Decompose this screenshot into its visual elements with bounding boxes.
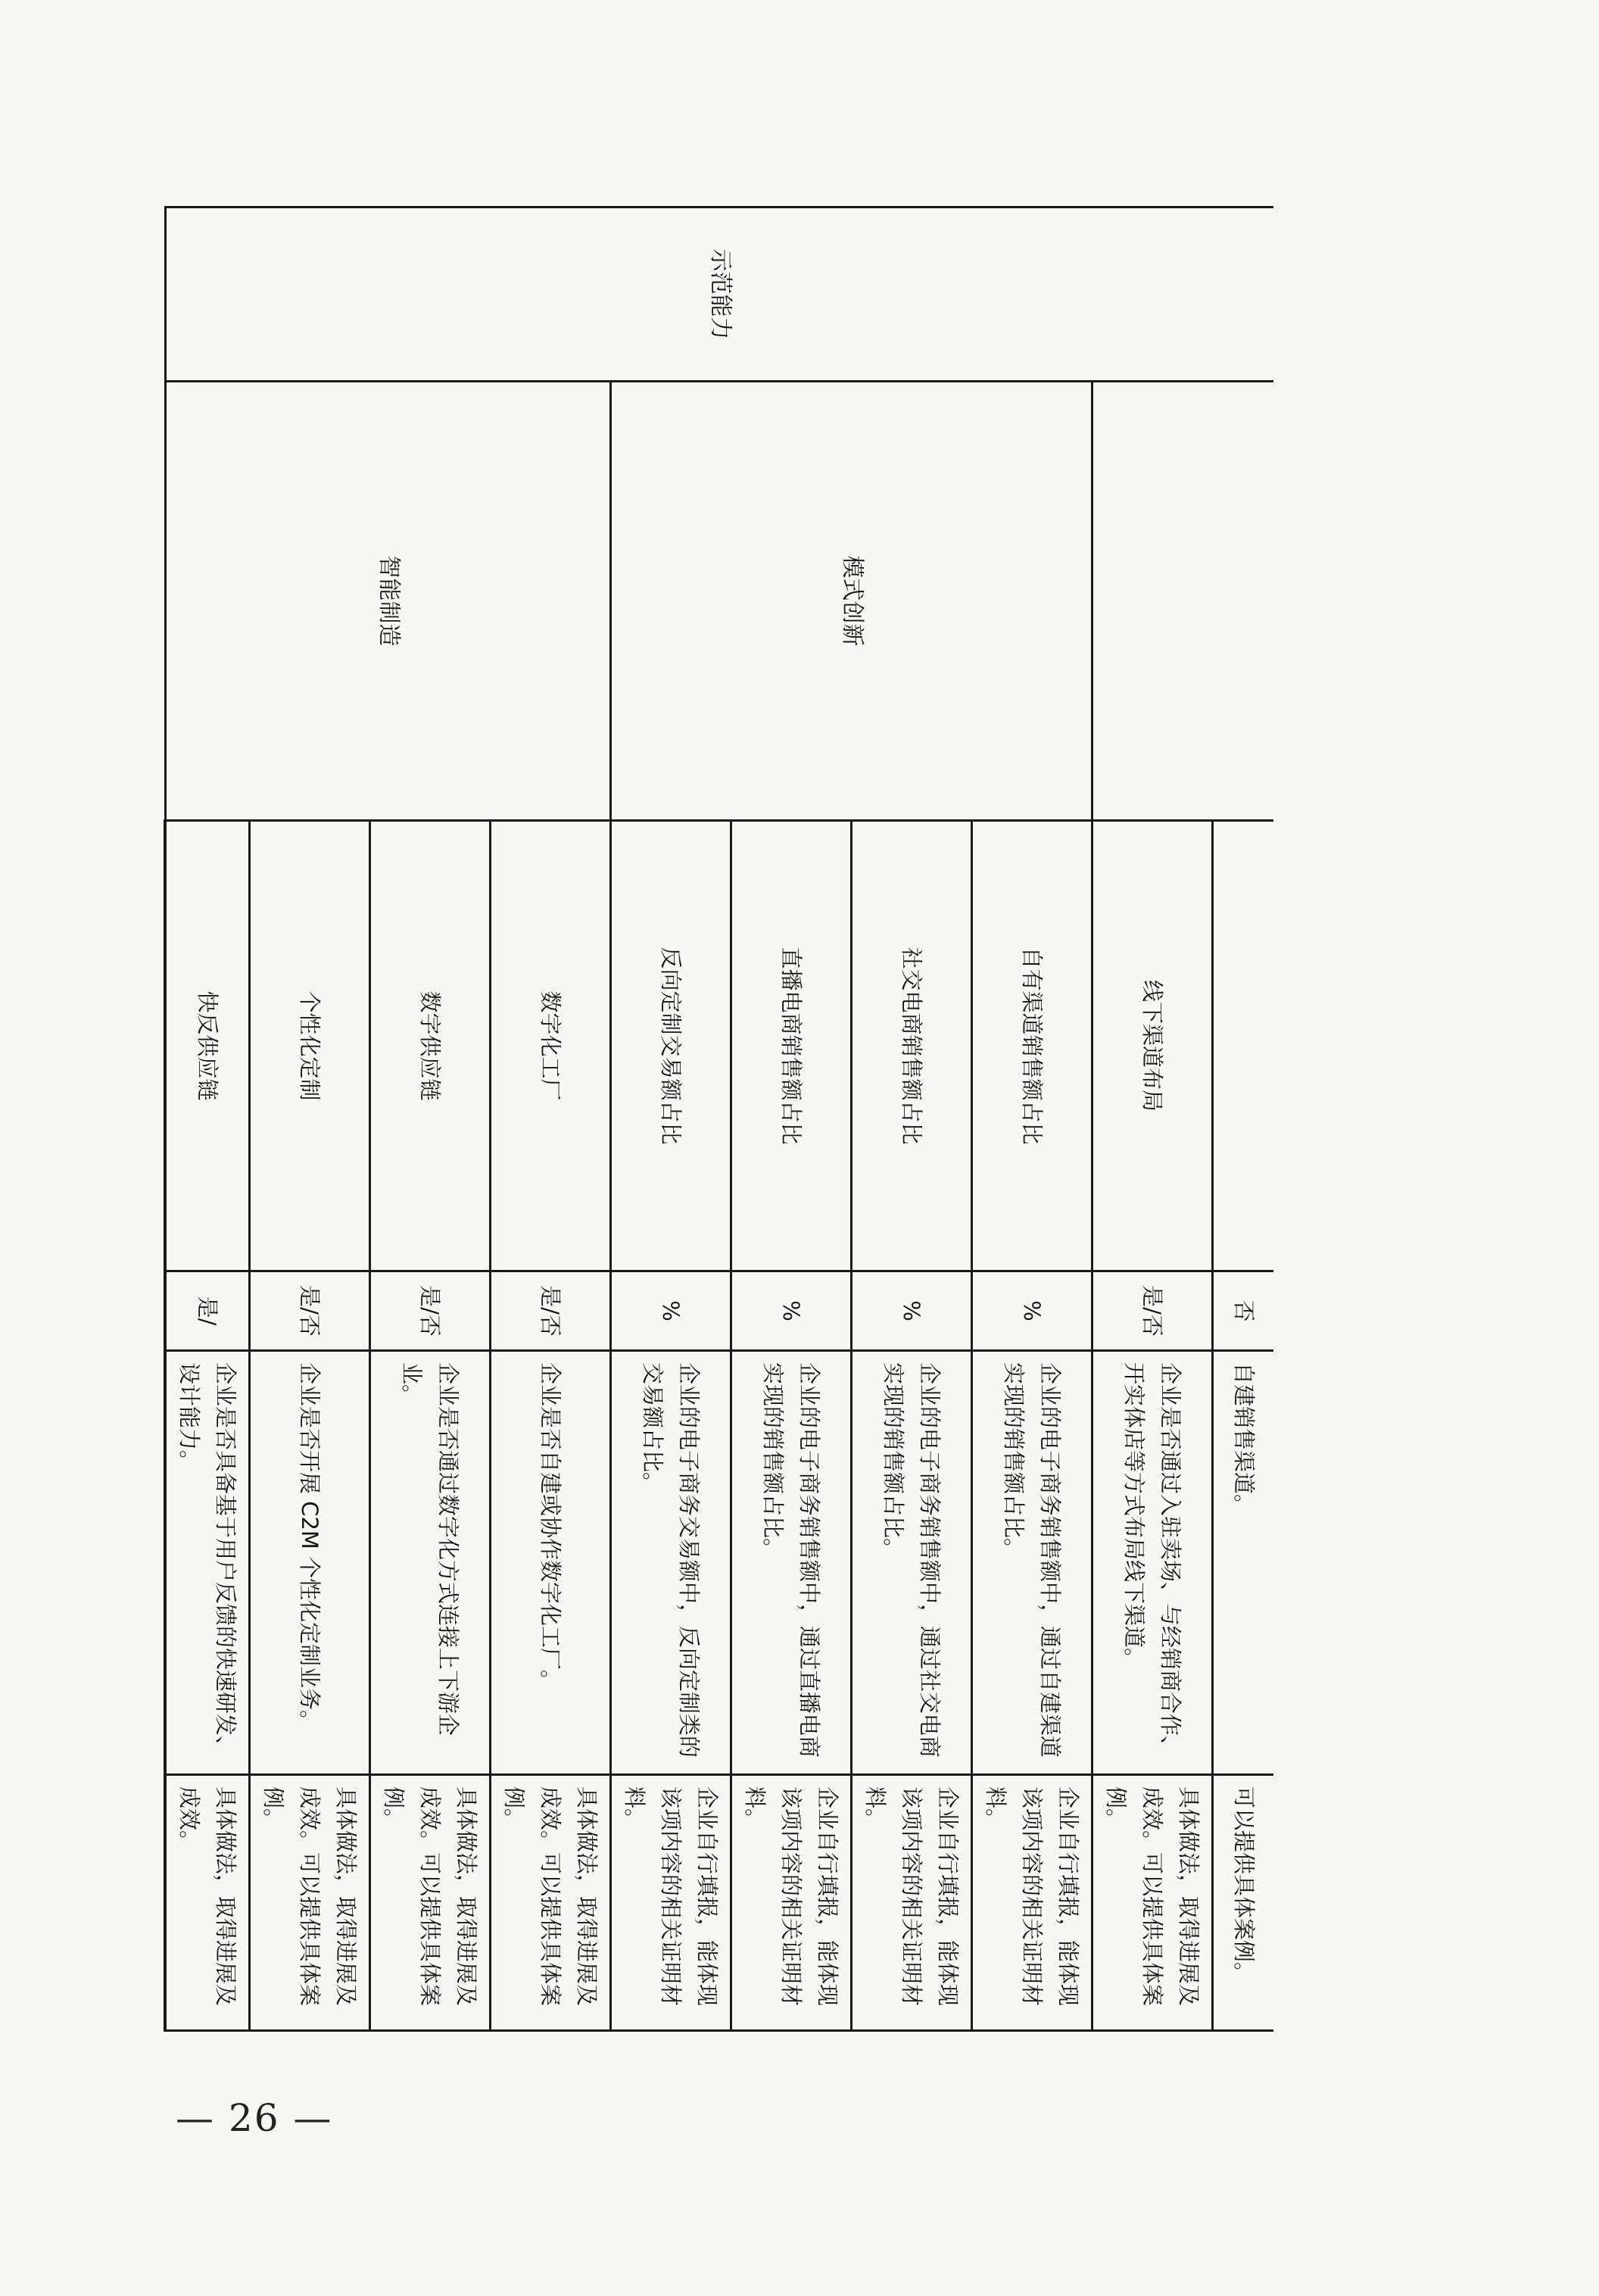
description-text: 企业的电子商务销售额中，通过直播电商实现的销售额占比。 bbox=[760, 1362, 823, 1758]
unit-label: 是/ bbox=[195, 1296, 221, 1326]
indicator-cell bbox=[852, 821, 972, 1271]
unit-label: 是/否 bbox=[417, 1285, 444, 1337]
indicator-cell bbox=[972, 821, 1092, 1271]
indicator-cell bbox=[250, 821, 370, 1271]
unit-cell bbox=[1213, 1271, 1273, 1351]
level1-label: 示范能力 bbox=[707, 248, 734, 340]
indicator-cell bbox=[166, 821, 251, 1271]
requirement-cell bbox=[166, 1775, 251, 2031]
description-cell bbox=[250, 1351, 370, 1775]
description-text: 企业是否通过数字化方式连接上下游企业。 bbox=[399, 1362, 462, 1736]
requirement-text: 具体做法，取得进展及成效。可以提供具体案例。 bbox=[260, 1786, 360, 2007]
unit-cell bbox=[611, 1271, 731, 1351]
description-text: 企业的电子商务销售额中，通过自建渠道实现的销售额占比。 bbox=[1001, 1362, 1064, 1758]
unit-label: 否 bbox=[1230, 1299, 1257, 1322]
indicator-cell bbox=[611, 821, 731, 1271]
level2-label: 智能制造 bbox=[375, 555, 402, 647]
indicator-label: 自有渠道销售额占比 bbox=[1019, 947, 1046, 1145]
requirement-text: 具体做法，取得进展及成效。可以提供具体案例。 bbox=[501, 1786, 600, 2007]
unit-cell bbox=[852, 1271, 972, 1351]
unit-label: 是/否 bbox=[1139, 1285, 1166, 1337]
indicator-table bbox=[164, 206, 1274, 2032]
requirement-cell bbox=[611, 1775, 731, 2031]
indicator-cell bbox=[491, 821, 611, 1271]
indicator-cell bbox=[1213, 821, 1273, 1271]
requirement-text: 企业自行填报，能体现该项内容的相关证明材料。 bbox=[622, 1786, 721, 2007]
unit-cell bbox=[370, 1271, 491, 1351]
unit-cell bbox=[166, 1271, 251, 1351]
indicator-label: 线下渠道布局 bbox=[1139, 979, 1166, 1112]
requirement-cell bbox=[852, 1775, 972, 2031]
description-text: 企业是否具备基于用户反馈的快速研发、设计能力。 bbox=[176, 1362, 239, 1758]
requirement-cell bbox=[731, 1775, 852, 2031]
indicator-cell bbox=[1092, 821, 1213, 1271]
description-text: 企业是否自建或协作数字化工厂。 bbox=[538, 1362, 564, 1692]
indicator-label: 数字化工厂 bbox=[538, 990, 564, 1101]
unit-label: % bbox=[899, 1300, 925, 1321]
description-cell bbox=[491, 1351, 611, 1775]
unit-cell bbox=[1092, 1271, 1213, 1351]
indicator-cell bbox=[731, 821, 852, 1271]
requirement-text: 具体做法，取得进展及成效。 bbox=[176, 1786, 239, 2007]
unit-cell bbox=[731, 1271, 852, 1351]
indicator-label: 数字供应链 bbox=[417, 990, 444, 1101]
requirement-text: 企业自行填报，能体现该项内容的相关证明材料。 bbox=[862, 1786, 962, 2007]
unit-cell bbox=[972, 1271, 1092, 1351]
requirement-text: 企业自行填报，能体现该项内容的相关证明材料。 bbox=[742, 1786, 841, 2007]
unit-label: % bbox=[658, 1300, 684, 1321]
unit-label: % bbox=[1019, 1300, 1046, 1321]
requirement-text: 具体做法，取得进展及成效。可以提供具体案例。 bbox=[381, 1786, 480, 2007]
indicator-label: 快反供应链 bbox=[195, 990, 221, 1101]
unit-cell bbox=[250, 1271, 370, 1351]
table-row bbox=[972, 207, 1092, 2031]
description-cell bbox=[852, 1351, 972, 1775]
description-cell bbox=[972, 1351, 1092, 1775]
requirement-cell bbox=[370, 1775, 491, 2031]
description-cell bbox=[1213, 1351, 1273, 1775]
description-text: 企业的电子商务销售额中，通过社交电商实现的销售额占比。 bbox=[881, 1362, 943, 1758]
unit-label: 是/否 bbox=[297, 1285, 323, 1337]
level2-cell-mode-innovation bbox=[611, 382, 1092, 821]
indicator-label: 社交电商销售额占比 bbox=[899, 947, 925, 1145]
requirement-cell bbox=[972, 1775, 1092, 2031]
requirement-cell bbox=[491, 1775, 611, 2031]
description-text: 企业是否通过入驻卖场、与经销商合作、开实体店等方式布局线下渠道。 bbox=[1121, 1362, 1184, 1758]
requirement-cell bbox=[250, 1775, 370, 2031]
requirement-text: 可以提供具体案例。 bbox=[1230, 1786, 1257, 1985]
table-row bbox=[491, 207, 611, 2031]
indicator-label: 反向定制交易额占比 bbox=[658, 947, 684, 1145]
description-cell bbox=[370, 1351, 491, 1775]
requirement-text: 具体做法，取得进展及成效。可以提供具体案例。 bbox=[1103, 1786, 1202, 2007]
indicator-label: 直播电商销售额占比 bbox=[778, 947, 805, 1145]
description-cell bbox=[1092, 1351, 1213, 1775]
requirement-cell bbox=[1213, 1775, 1273, 2031]
description-text: 企业是否开展 C2M 个性化定制业务。 bbox=[297, 1362, 323, 1733]
description-text: 自建销售渠道。 bbox=[1230, 1362, 1257, 1517]
description-cell bbox=[611, 1351, 731, 1775]
level2-cell-smart-manufacturing bbox=[166, 382, 612, 821]
unit-cell bbox=[491, 1271, 611, 1351]
level1-cell bbox=[166, 207, 1274, 382]
unit-label: 是/否 bbox=[538, 1285, 564, 1337]
requirement-cell bbox=[1092, 1775, 1213, 2031]
rotated-table-container bbox=[176, 206, 1273, 2029]
page-number: — 26 — bbox=[176, 2096, 333, 2140]
indicator-label: 个性化定制 bbox=[297, 990, 323, 1101]
level2-label: 模式创新 bbox=[839, 555, 865, 647]
description-cell bbox=[731, 1351, 852, 1775]
indicator-cell bbox=[370, 821, 491, 1271]
description-cell bbox=[166, 1351, 251, 1775]
unit-label: % bbox=[778, 1300, 805, 1321]
table-row bbox=[1213, 207, 1273, 2031]
description-text: 企业的电子商务交易额中，反向定制类的交易额占比。 bbox=[640, 1362, 703, 1758]
requirement-text: 企业自行填报，能体现该项内容的相关证明材料。 bbox=[983, 1786, 1082, 2007]
level2-cell-continued bbox=[1092, 382, 1273, 821]
